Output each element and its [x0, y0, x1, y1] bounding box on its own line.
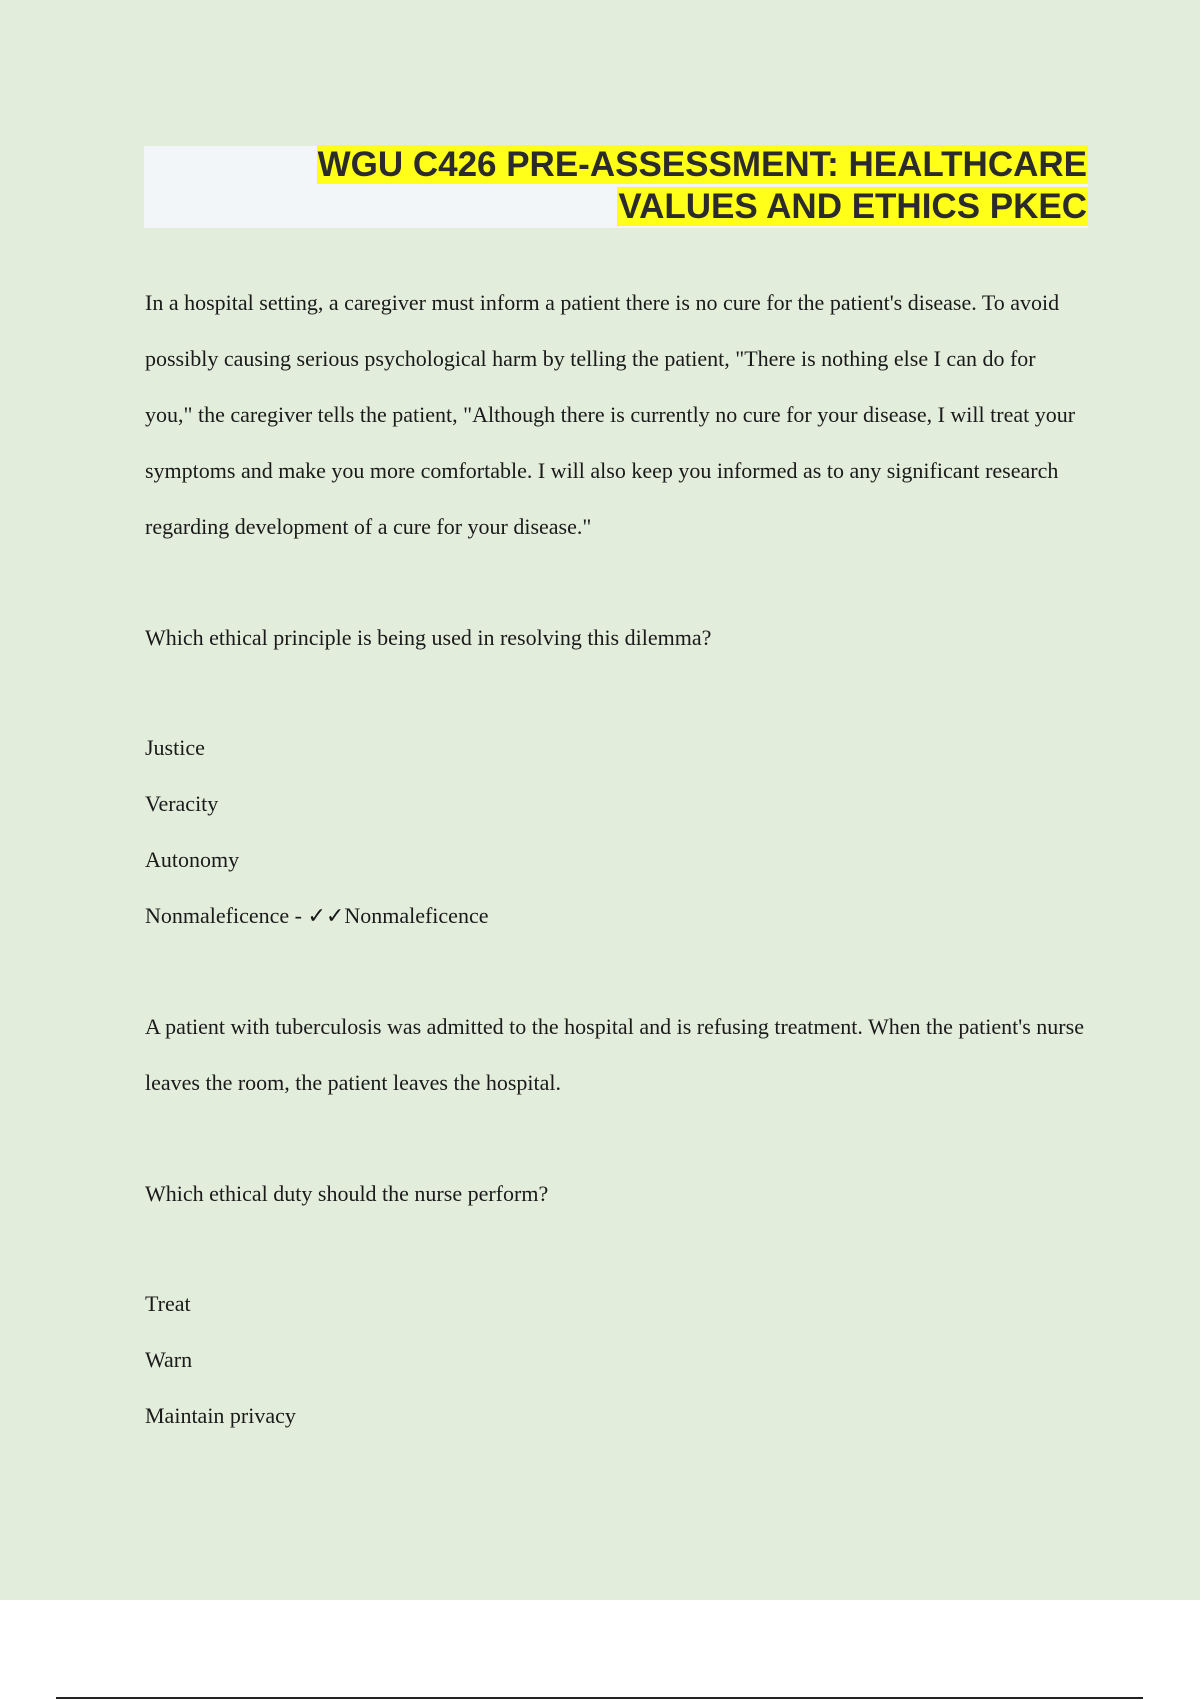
- answer-option: Warn: [145, 1347, 193, 1372]
- question-block-2: [145, 999, 1085, 1444]
- footer-divider: [56, 1697, 1143, 1699]
- question-1-prompt: Which ethical principle is being used in resolving this dilemma?: [145, 625, 712, 650]
- answer-option: Veracity: [145, 791, 219, 816]
- answer-option-correct: Nonmaleficence - ✓✓Nonmaleficence: [145, 903, 489, 928]
- title-line-2: VALUES AND ETHICS PKEC: [618, 187, 1087, 226]
- question-1-scenario: In a hospital setting, a caregiver must inform a patient there is no cure for the patient's disease. To avoid possibly causing serious psychological harm by telling the patient, "There is nothing else I can do for you," the caregiver tells the patient, "Although there is currently no cure for your disease, I will treat your symptoms and make you more comfortable. I will also keep you informed as to any significant research regarding development of a cure for your disease.": [145, 290, 1076, 539]
- question-2-options: [145, 1276, 1085, 1444]
- answer-option: Treat: [145, 1291, 191, 1316]
- answer-option: Justice: [145, 735, 205, 760]
- question-2-scenario: A patient with tuberculosis was admitted to the hospital and is refusing treatment. When the patient's nurse leaves the room, the patient leaves the hospital.: [145, 1014, 1084, 1095]
- title-line-1: WGU C426 PRE-ASSESSMENT: HEALTHCARE: [317, 145, 1087, 184]
- question-block-1: [145, 275, 1085, 944]
- question-2-prompt: Which ethical duty should the nurse perform?: [145, 1181, 549, 1206]
- question-1-options: [145, 720, 1085, 944]
- document-body: [145, 275, 1085, 1444]
- answer-option: Maintain privacy: [145, 1403, 296, 1428]
- document-title: [144, 144, 1088, 228]
- answer-option: Autonomy: [145, 847, 240, 872]
